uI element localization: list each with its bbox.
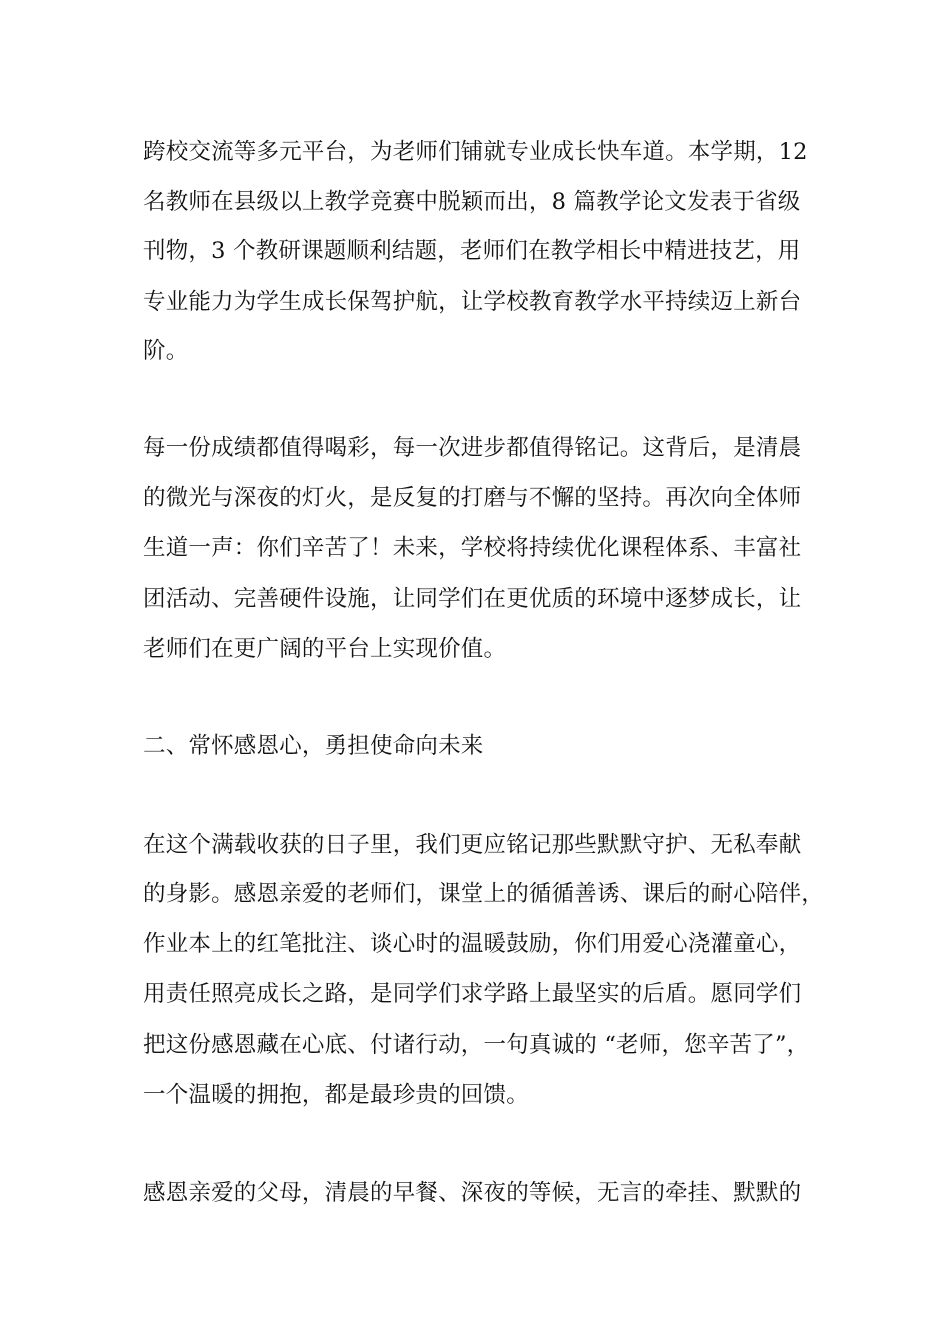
- paragraph-3-line-3: 作业本上的红笔批注、谈心时的温暖鼓励，你们用爱心浇灌童心，: [143, 931, 802, 957]
- paragraph-4-line-1: 感恩亲爱的父母，清晨的早餐、深夜的等候，无言的牵挂、默默的: [143, 1180, 802, 1206]
- paragraph-1-line-5: 阶。: [143, 338, 189, 364]
- paragraph-1-line-2: 名教师在县级以上教学竞赛中脱颖而出，8 篇教学论文发表于省级: [143, 189, 801, 215]
- paragraph-2-line-2: 的微光与深夜的灯火，是反复的打磨与不懈的坚持。再次向全体师: [143, 485, 802, 511]
- paragraph-1-line-3: 刊物，3 个教研课题顺利结题，老师们在教学相长中精进技艺，用: [143, 238, 801, 264]
- paragraph-2-line-4: 团活动、完善硬件设施，让同学们在更优质的环境中逐梦成长，让: [143, 586, 802, 612]
- paragraph-2-line-5: 老师们在更广阔的平台上实现价值。: [143, 636, 507, 662]
- paragraph-1-line-4: 专业能力为学生成长保驾护航，让学校教育教学水平持续迈上新台: [143, 289, 802, 315]
- paragraph-3-line-4: 用责任照亮成长之路，是同学们求学路上最坚实的后盾。愿同学们: [143, 981, 802, 1007]
- paragraph-1-line-1: 跨校交流等多元平台，为老师们铺就专业成长快车道。本学期，12: [143, 139, 808, 165]
- section-heading: 二、常怀感恩心，勇担使命向未来: [143, 733, 484, 759]
- paragraph-3-line-6: 一个温暖的拥抱，都是最珍贵的回馈。: [143, 1082, 529, 1108]
- paragraph-3-line-1: 在这个满载收获的日子里，我们更应铭记那些默默守护、无私奉献: [143, 832, 802, 858]
- paragraph-3-line-5: 把这份感恩藏在心底、付诸行动，一句真诚的 “老师，您辛苦了”，: [143, 1032, 810, 1058]
- paragraph-2-line-1: 每一份成绩都值得喝彩，每一次进步都值得铭记。这背后，是清晨: [143, 435, 802, 461]
- paragraph-2-line-3: 生道一声：你们辛苦了！未来，学校将持续优化课程体系、丰富社: [143, 535, 802, 561]
- paragraph-3-line-2: 的身影。感恩亲爱的老师们，课堂上的循循善诱、课后的耐心陪伴，: [143, 881, 825, 907]
